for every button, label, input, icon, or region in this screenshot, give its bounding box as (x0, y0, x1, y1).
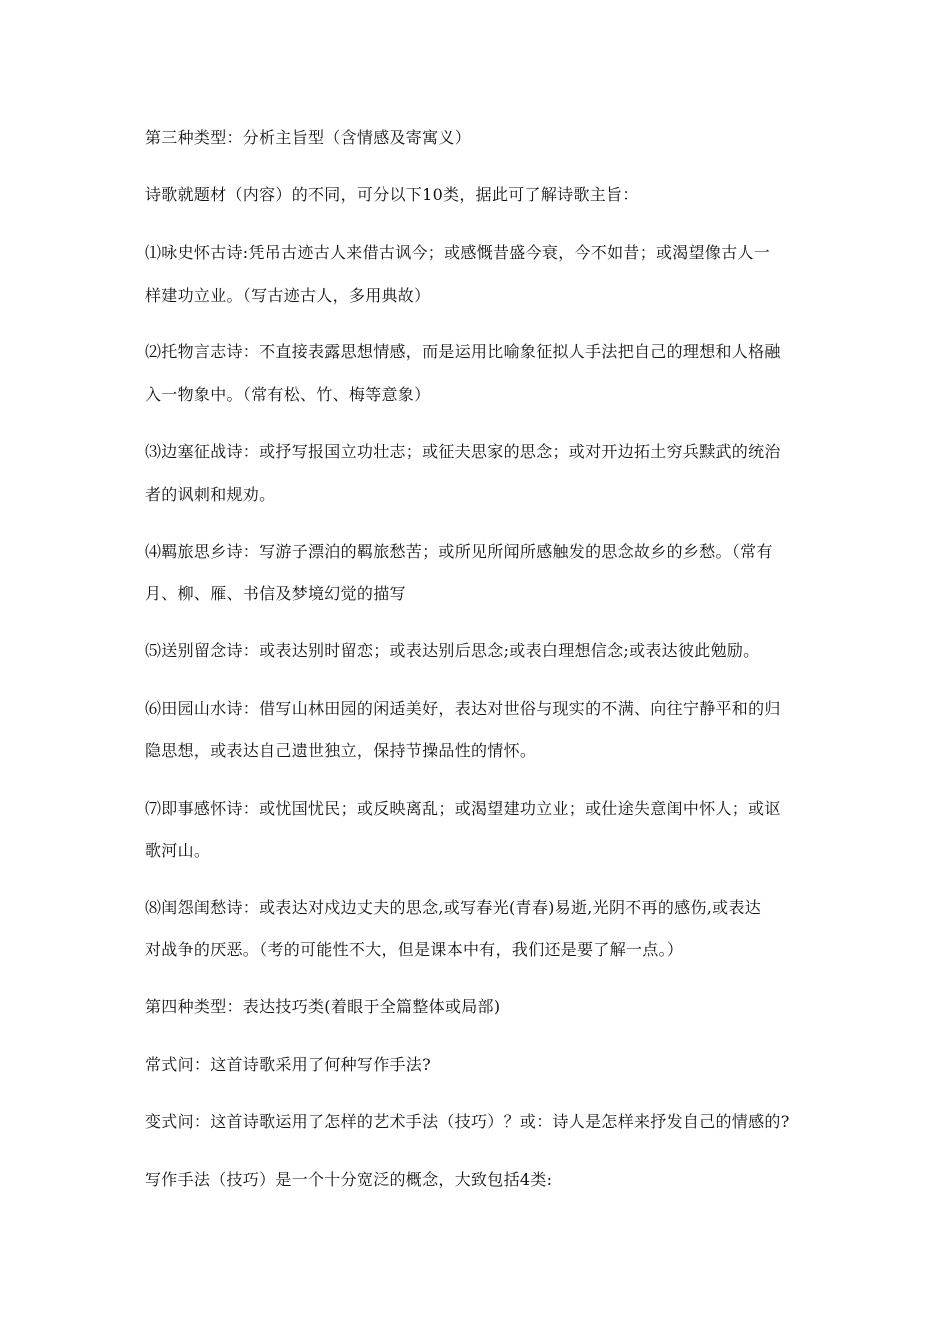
intro-paragraph: 诗歌就题材（内容）的不同，可分以下10类，据此可了解诗歌主旨： (145, 185, 639, 204)
item-8-line-2: 对战争的厌恶。（考的可能性不大，但是课本中有，我们还是要了解一点。） (145, 940, 684, 959)
techniques-intro: 写作手法（技巧）是一个十分宽泛的概念，大致包括4类: (145, 1170, 553, 1189)
standard-question: 常式问：这首诗歌采用了何种写作手法? (145, 1055, 431, 1074)
item-7-line-1: ⑺即事感怀诗：或忧国忧民；或反映离乱；或渴望建功立业；或仕途失意闺中怀人；或讴 (145, 799, 781, 818)
item-4-line-2: 月、柳、雁、书信及梦境幻觉的描写 (145, 584, 406, 603)
variant-question: 变式问：这首诗歌运用了怎样的艺术手法（技巧）？或：诗人是怎样来抒发自己的情感的? (145, 1112, 790, 1131)
item-6-line-1: ⑹田园山水诗：借写山林田园的闲适美好，表达对世俗与现实的不满、向往宁静平和的归 (145, 699, 781, 718)
item-4-line-1: ⑷羁旅思乡诗：写游子漂泊的羁旅愁苦；或所见所闻所感触发的思念故乡的乡愁。（常有 (145, 542, 773, 561)
item-6-line-2: 隐思想，或表达自己遗世独立，保持节操品性的情怀。 (145, 741, 537, 760)
item-2-line-1: ⑵托物言志诗：不直接表露思想情感，而是运用比喻象征拟人手法把自己的理想和人格融 (145, 342, 781, 361)
item-1-line-2: 样建功立业。（写古迹古人，多用典故） (145, 286, 431, 305)
item-3-line-2: 者的讽刺和规劝。 (145, 485, 276, 504)
section-heading-type-three: 第三种类型：分析主旨型（含情感及寄寓义） (145, 128, 472, 147)
item-7-line-2: 歌河山。 (145, 841, 211, 860)
item-5-line-1: ⑸送别留念诗：或表达别时留恋；或表达别后思念;或表白理想信念;或表达彼此勉励。 (145, 641, 760, 660)
item-2-line-2: 入一物象中。（常有松、竹、梅等意象） (145, 385, 431, 404)
item-3-line-1: ⑶边塞征战诗：或抒写报国立功壮志；或征夫思家的思念；或对开边拓土穷兵黩武的统治 (145, 442, 781, 461)
item-1-line-1: ⑴咏史怀古诗:凭吊古迹古人来借古讽今；或感慨昔盛今衰，今不如昔；或渴望像古人一 (145, 243, 771, 262)
item-8-line-1: ⑻闺怨闺愁诗：或表达对戍边丈夫的思念,或写春光(青春)易逝,光阴不再的感伤,或表达 (145, 898, 762, 917)
section-heading-type-four: 第四种类型：表达技巧类(着眼于全篇整体或局部) (145, 997, 501, 1016)
